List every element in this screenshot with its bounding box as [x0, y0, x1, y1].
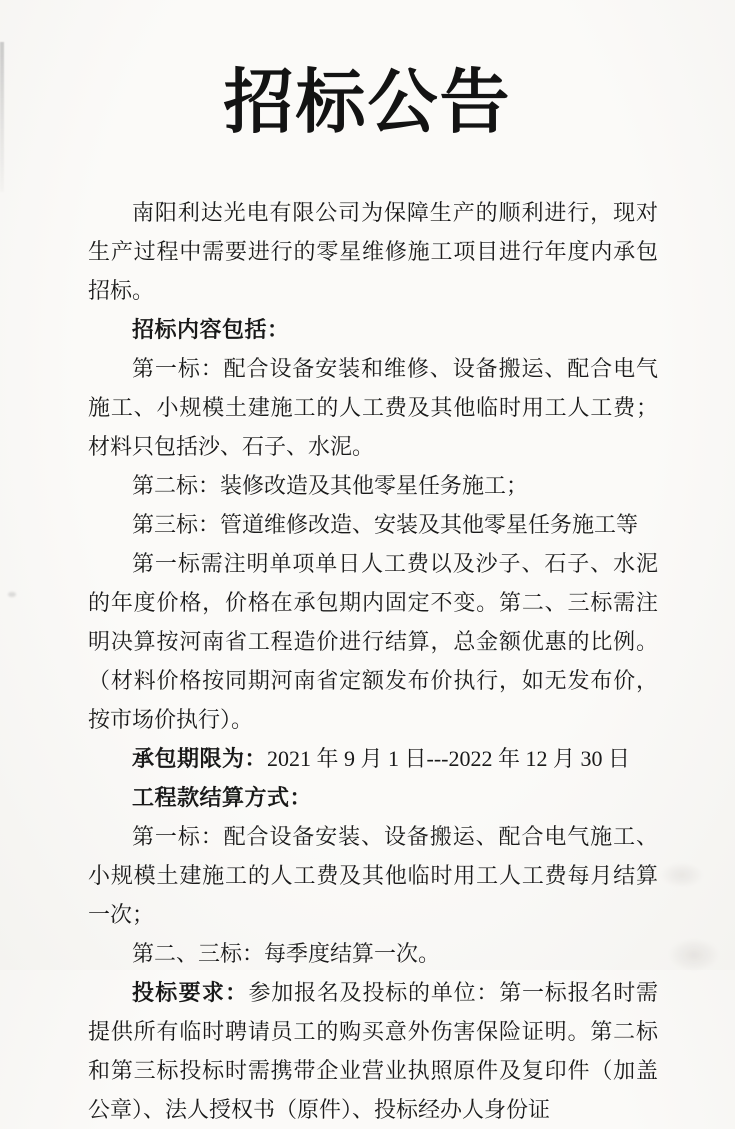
- paragraph-lot2-content: [88, 466, 658, 505]
- paragraph-lot1-content: [88, 349, 658, 466]
- paragraph-text: 第一标需注明单项单日人工费以及沙子、石子、水泥的年度价格，价格在承包期内固定不变。第二、三标需注明决算按河南省工程造价进行结算，总金额优惠的比例。（材料价格按同期河南省定额发布价执行，如无发布价，按市场价执行）。: [88, 551, 658, 732]
- paragraph-text: 第三标：管道维修改造、安装及其他零星任务施工等: [132, 512, 639, 537]
- scan-streak-artifact: [0, 42, 4, 192]
- paragraph-text: 2021 年 9 月 1 日---2022 年 12 月 30 日: [267, 746, 630, 771]
- document-body: [88, 193, 658, 1129]
- paragraph-text: 第二、三标：每季度结算一次。: [132, 941, 441, 966]
- paragraph-intro: [88, 193, 658, 310]
- paragraph-lead: 招标内容包括：: [132, 317, 290, 342]
- scan-smudge-artifact: [660, 862, 704, 888]
- paragraph-lead: 投标要求：: [132, 980, 249, 1005]
- paragraph-lot1-settlement: [88, 817, 658, 934]
- scan-smudge-artifact: [668, 938, 720, 972]
- paragraph-text: 第一标：配合设备安装和维修、设备搬运、配合电气施工、小规模土建施工的人工费及其他临时用工人工费；材料只包括沙、石子、水泥。: [88, 356, 658, 459]
- paragraph-bidding-requirements: [88, 973, 658, 1129]
- paragraph-heading-settlement: [88, 778, 658, 817]
- paragraph-lead: 承包期限为：: [132, 746, 268, 771]
- paragraph-text: 参加报名及投标的单位：第一标报名时需提供所有临时聘请员工的购买意外伤害保险证明。第二标和第三标投标时需携带企业营业执照原件及复印件（加盖公章）、法人授权书（原件）、投标经办人身份证: [88, 980, 658, 1122]
- paragraph-pricing-rules: [88, 544, 658, 739]
- paragraph-lot3-content: [88, 505, 658, 544]
- paragraph-text: 第一标：配合设备安装、设备搬运、配合电气施工、小规模土建施工的人工费及其他临时用工人工费每月结算一次；: [88, 824, 658, 927]
- paragraph-lot23-settlement: [88, 934, 658, 973]
- paragraph-lead: 工程款结算方式：: [132, 785, 313, 810]
- scan-speck-artifact: [8, 592, 16, 597]
- paragraph-contract-period: [88, 739, 658, 778]
- paragraph-text: 第二标：装修改造及其他零星任务施工；: [132, 473, 529, 498]
- paragraph-text: 南阳利达光电有限公司为保障生产的顺利进行，现对生产过程中需要进行的零星维修施工项目进行年度内承包招标。: [88, 200, 658, 303]
- paragraph-heading-tender-content: [88, 310, 658, 349]
- document-title: 招标公告: [223, 65, 512, 142]
